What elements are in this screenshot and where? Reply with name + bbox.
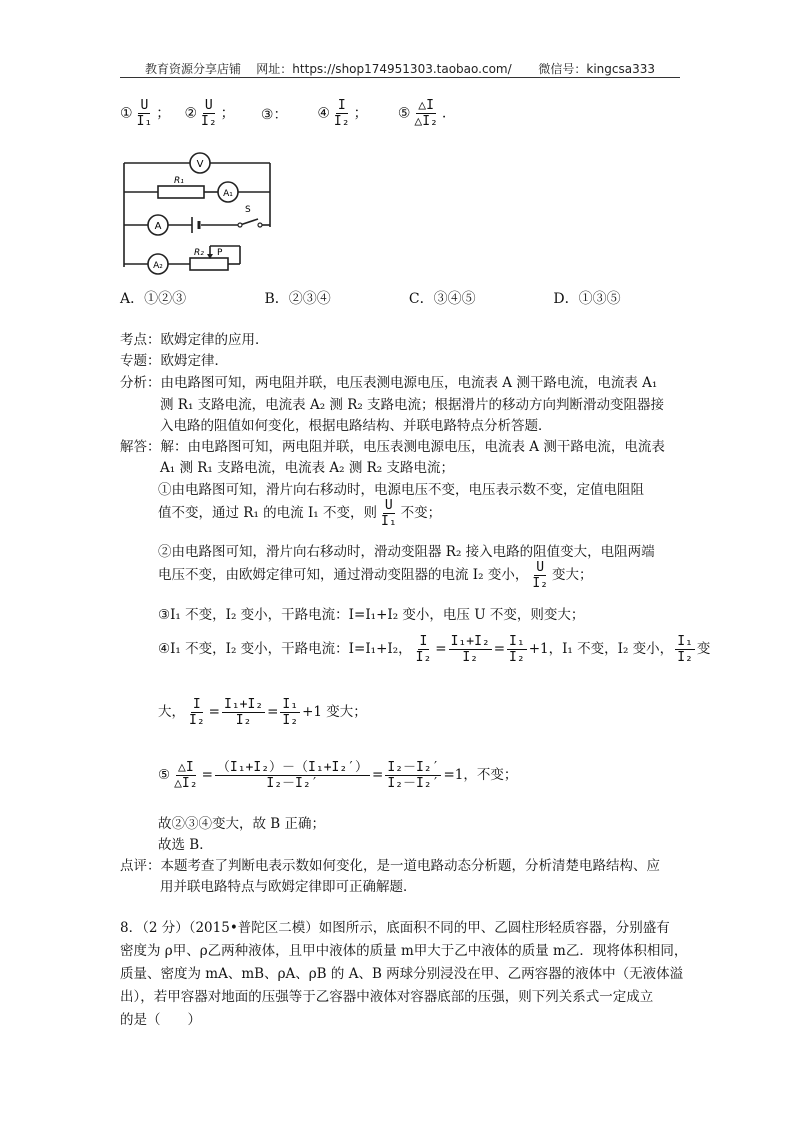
choice-b[interactable]: B．②③④: [264, 291, 331, 307]
ratio-2: ② $\frac{U}{\text{I₂}}$ ；: [184, 98, 235, 129]
step1-line-1: ①由电路图可知，滑片向右移动时，电源电压不变，电压表示数不变，定值电阻阻: [158, 482, 644, 498]
fenxi-line-1: 分析：由电路图可知，两电阻并联，电压表测电源电压，电流表 A 测干路电流，电流表 A₁: [120, 375, 658, 391]
step2-line-1: ②由电路图可知，滑片向右移动时，滑动变阻器 R₂ 接入电路的阻值变大，电阻两端: [158, 544, 655, 560]
wechat-id: kingcsa333: [586, 62, 655, 76]
step2-line-2: 电压不变，由欧姆定律可知，通过滑动变阻器的电流 I₂ 变小， $\frac{U}{\text{I₂}}$ 变大；: [158, 560, 593, 591]
ratio-options: [120, 98, 446, 129]
wechat-label: 微信号：: [538, 62, 587, 76]
answer-choices: [120, 288, 621, 308]
url-label: 网址：: [256, 62, 293, 76]
kaodian: 考点：欧姆定律的应用．: [120, 332, 269, 348]
ratio-3: ③：: [260, 106, 288, 123]
ratio-1: ① $\frac{U}{\text{I₁}}$ ；: [120, 98, 171, 129]
step5-line: ⑤ $\frac{\triangle I}{\text{△I₂}}$ = $\frac{\text{（I₁+I₂）－（I₁+I₂′）}}{\text{I₂－I₂′}}$ = $\frac{\text{I₂－I₂′}}{\text{I₂－I₂′}}$ =1，不变；: [158, 760, 518, 791]
choice-a[interactable]: A．①②③: [120, 291, 187, 307]
jieda-line-1: 解答：解：由电路图可知，两电阻并联，电压表测电源电压，电流表 A 测干路电流，电流表: [120, 439, 665, 455]
shop-name: 教育资源分享店铺: [145, 62, 242, 76]
fenxi-line-2: 测 R₁ 支路电流，电流表 A₂ 测 R₂ 支路电流；根据滑片的移动方向判断滑动变阻器接: [160, 397, 665, 413]
label-a2: A₂: [153, 261, 163, 271]
question8-line-1: 8．（2 分）（2015•普陀区二模）如图所示，底面积不同的甲、乙圆柱形轻质容器，分别盛有: [120, 920, 670, 936]
switch-contact: [238, 223, 242, 227]
page-header: [120, 60, 680, 77]
question8-line-3: 质量、密度为 mA、mB、ρA、ρB 的 A、B 两球分别浸没在甲、乙两容器的液体中（无液体溢: [120, 966, 684, 982]
label-r1: R₁: [174, 176, 184, 186]
header-divider: [120, 77, 680, 78]
label-p: P: [217, 248, 223, 258]
zhuanti: 专题：欧姆定律．: [120, 353, 228, 369]
label-s: S: [245, 205, 251, 215]
fenxi-line-3: 入电路的阻值如何变化，根据电路结构、并联电路特点分析答题．: [160, 418, 552, 434]
question8-line-2: 密度为 ρ甲、ρ乙两种液体，且甲中液体的质量 m甲大于乙中液体的质量 m乙．现将体积相同，: [120, 943, 688, 959]
conclusion-1: 故②③④变大，故 B 正确；: [158, 816, 326, 832]
ratio-4: ④ $\frac{I}{\text{I₂}}$ ；: [317, 98, 368, 129]
choice-c[interactable]: C．③④⑤: [408, 291, 476, 307]
jieda-line-2: A₁ 测 R₁ 支路电流，电流表 A₂ 测 R₂ 支路电流；: [160, 460, 455, 476]
conclusion-2: 故选 B．: [158, 837, 213, 853]
circuit-diagram: [118, 145, 288, 275]
question8-line-5: 的是（ ）: [120, 1012, 201, 1028]
label-r2: R₂: [194, 248, 204, 258]
dianping-line-1: 点评：本题考查了判断电表示数如何变化，是一道电路动态分析题，分析清楚电路结构、应: [120, 858, 660, 874]
step3: ③I₁ 不变，I₂ 变小，干路电流：I=I₁+I₂ 变小，电压 U 不变，则变大；: [158, 607, 585, 623]
label-a: A: [154, 221, 162, 232]
dianping-line-2: 用并联电路特点与欧姆定律即可正确解题．: [160, 879, 417, 895]
label-a1: A₁: [223, 189, 233, 199]
switch-contact-2: [258, 223, 262, 227]
choice-d[interactable]: D．①③⑤: [553, 291, 621, 307]
step1-line-2: 值不变，通过 R₁ 的电流 I₁ 不变，则 $\frac{U}{\text{I₁}}$ 不变；: [158, 498, 442, 529]
step4-line-2: 大， $\frac{I}{\text{I₂}}$ = $\frac{\text{I₁+I₂}}{\text{I₂}}$ = $\frac{\text{I₁}}{\text{I₂}}$ +1 变大；: [158, 697, 367, 728]
label-v: V: [196, 159, 204, 170]
ratio-5: ⑤ $\frac{\triangle I}{\text{△I₂}}$ .: [397, 98, 447, 129]
shop-url[interactable]: https://shop174951303.taobao.com/: [292, 62, 512, 76]
step4-line-1: ④I₁ 不变，I₂ 变小，干路电流：I=I₁+I₂， $\frac{I}{\text{I₂}}$ = $\frac{\text{I₁+I₂}}{\text{I₂}}$ = $\frac{\text{I₁}}{\text{I₂}}$ +1，I₁ 不变，I₂ 变小， $\frac{\text{I₁}}{\text{I₂}}$ 变: [158, 634, 711, 665]
question8-line-4: 出），若甲容器对地面的压强等于乙容器中液体对容器底部的压强，则下列关系式一定成立: [120, 989, 654, 1005]
